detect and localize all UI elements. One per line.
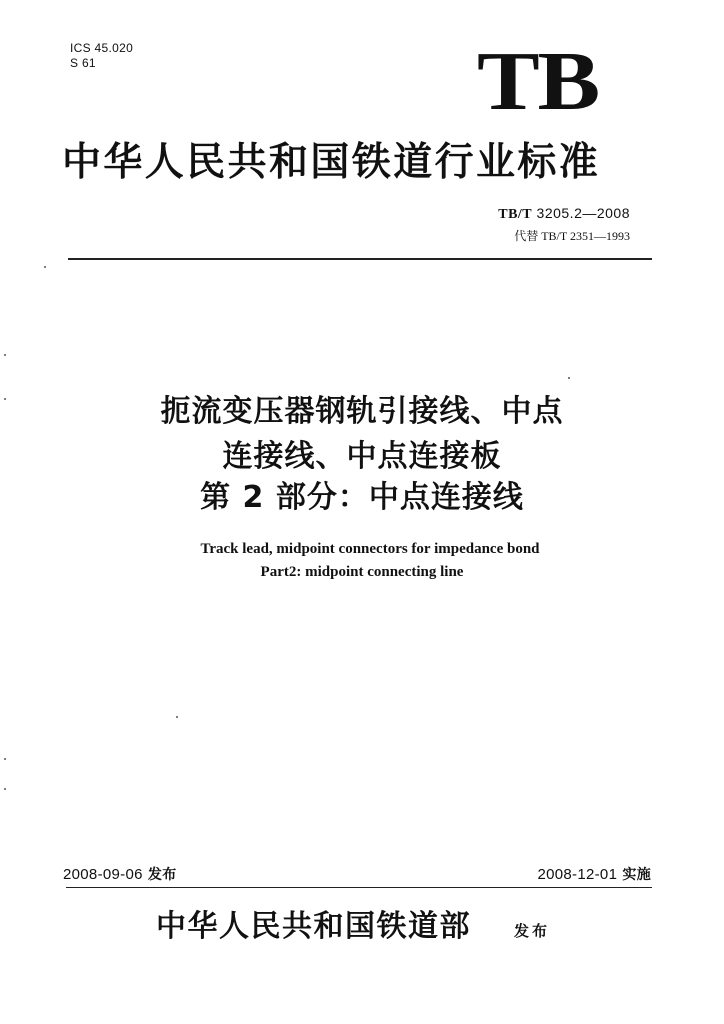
title-cn-line-3: 第 2 部分：中点连接线 <box>200 480 524 515</box>
issue-label: 发布 <box>142 867 177 883</box>
ics-classification: ICS 45.020 <box>70 41 134 55</box>
scan-speck <box>44 266 46 268</box>
header-divider <box>68 258 652 260</box>
tb-logo: TB <box>476 35 598 128</box>
issuer-name: 中华人民共和国铁道部 <box>156 909 471 944</box>
scan-speck <box>176 716 178 718</box>
scan-speck <box>4 758 6 760</box>
implementation-label: 实施 <box>617 867 651 883</box>
scan-speck <box>4 788 6 790</box>
scan-speck <box>4 354 6 356</box>
issue-date-value: 2008-09-06 <box>63 866 143 883</box>
replaces-note: 代替 TB/T 2351—1993 <box>514 229 630 243</box>
implementation-date-value: 2008-12-01 <box>537 866 618 883</box>
title-en-line-2: Part2: midpoint connecting line <box>260 564 464 580</box>
standard-code-prefix: TB/T <box>498 207 533 222</box>
standard-number <box>498 205 630 223</box>
standard-category-title: 中华人民共和国铁道行业标准 <box>62 139 601 185</box>
ccs-classification: S 61 <box>70 56 96 70</box>
standard-number-value: 3205.2—2008 <box>532 205 630 221</box>
title-cn-line-1: 扼流变压器钢轨引接线、中点 <box>160 394 564 429</box>
title-cn-line-2: 连接线、中点连接板 <box>222 439 502 474</box>
footer-divider <box>66 887 652 888</box>
implementation-date <box>537 866 651 884</box>
title-en-line-1: Track lead, midpoint connectors for impedance bond <box>200 541 540 557</box>
issue-date <box>63 866 177 884</box>
issuer-suffix: 发布 <box>514 922 551 940</box>
scan-speck <box>4 398 6 400</box>
scan-speck <box>568 377 570 379</box>
